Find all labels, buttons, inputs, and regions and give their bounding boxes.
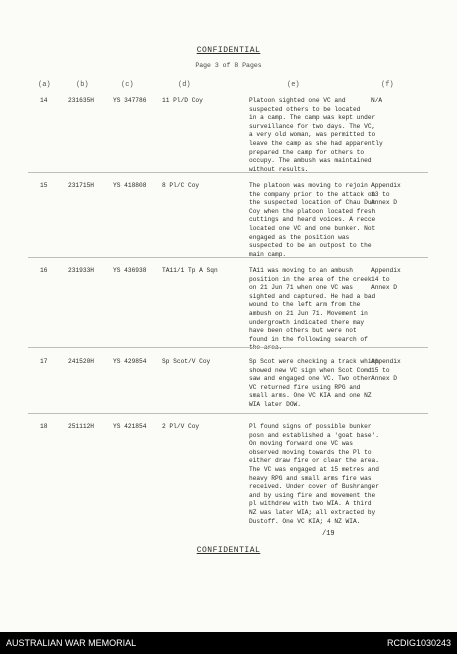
entry-narrative	[249, 423, 379, 526]
narrative-line: posn and established a 'goat base'.	[249, 431, 379, 439]
narrative-line: engaged as the position was	[249, 233, 350, 241]
entry-serial: 15	[40, 182, 48, 189]
narrative-line: main camp.	[249, 250, 287, 258]
narrative-line: Platoon sighted one VC and	[249, 97, 346, 104]
narrative-line: small arms. One VC KIA and one NZ	[249, 392, 372, 400]
narrative-line: leave the camp as she had apparently	[249, 139, 383, 147]
remarks-line: 13 to	[371, 190, 390, 198]
remarks-line: Appendix	[371, 182, 401, 189]
narrative-line: position in the area of the creek	[249, 275, 372, 283]
narrative-line: located one VC and one bunker. Not	[249, 224, 376, 232]
narrative-line: the suspected location of Chau Duc	[249, 199, 376, 207]
narrative-line: the area.	[249, 344, 283, 352]
entry-serial: 18	[40, 423, 48, 430]
narrative-line: a very old woman, was permitted to	[249, 131, 376, 139]
entry-grid-ref: YS 436938	[113, 267, 147, 274]
entry-remarks	[371, 358, 431, 384]
narrative-line: on 21 Jun 71 when one VC was	[249, 284, 353, 292]
narrative-line: Coy when the platoon located fresh	[249, 207, 376, 215]
entry-time: 241520H	[68, 358, 94, 365]
footer-institution: AUSTRALIAN WAR MEMORIAL	[6, 638, 137, 648]
remarks-line: Annex D	[371, 375, 397, 383]
entry-divider	[28, 347, 428, 348]
entry-serial: 16	[40, 267, 48, 274]
col-header-d: (d)	[178, 81, 191, 89]
entry-divider	[28, 413, 428, 414]
narrative-line: without results.	[249, 165, 309, 173]
narrative-line: the company prior to the attack on	[249, 190, 376, 198]
remarks-line: Appendix	[371, 267, 401, 274]
col-header-e: (e)	[287, 81, 300, 89]
footer-record-id: RCDIG1030243	[386, 638, 451, 648]
entry-unit: Sp Scot/V Coy	[162, 358, 211, 365]
entry-unit: 11 Pl/D Coy	[162, 97, 203, 104]
narrative-line: The VC was engaged at 15 metres and	[249, 465, 379, 473]
narrative-line: surveillance for two days. The VC,	[249, 122, 376, 130]
col-header-b: (b)	[76, 81, 89, 89]
narrative-line: WIA later DOW.	[249, 400, 301, 408]
narrative-line: cuttings and heard voices. A recce	[249, 216, 376, 224]
narrative-line: saw and engaged one VC. Two other	[249, 375, 372, 383]
entry-unit: TA11/1 Tp A Sqn	[162, 267, 218, 274]
narrative-line: undergrowth indicated there may	[249, 318, 365, 326]
narrative-line: TA11 was moving to an ambush	[249, 267, 353, 274]
narrative-line: showed new VC sign when Scot Comd	[249, 366, 372, 374]
archive-footer	[0, 632, 457, 654]
col-header-f: (f)	[381, 81, 394, 89]
narrative-line: either draw fire or clear the area.	[249, 457, 379, 465]
narrative-line: Sp Scot were checking a track which	[249, 358, 379, 365]
entry-grid-ref: YS 347786	[113, 97, 147, 104]
entry-unit: 8 Pl/C Coy	[162, 182, 200, 189]
narrative-line: prepared the camp for others to	[249, 148, 365, 156]
page-line: Page 3 of 8 Pages	[195, 62, 262, 69]
entry-divider	[28, 257, 428, 258]
entry-narrative	[249, 358, 379, 410]
remarks-line: N/A	[371, 97, 383, 104]
narrative-line: On moving forward one VC was	[249, 440, 353, 448]
narrative-line: received. Under cover of Bushranger	[249, 483, 379, 491]
entry-divider	[28, 172, 428, 173]
narrative-line: The platoon was moving to rejoin	[249, 182, 368, 189]
entry-narrative	[249, 267, 379, 353]
col-header-c: (c)	[121, 81, 134, 89]
entry-narrative	[249, 182, 379, 259]
remarks-line: 15 to	[371, 366, 390, 374]
classification-top: CONFIDENTIAL	[196, 46, 261, 55]
narrative-line: heavy RPG and small arms fire was	[249, 474, 372, 482]
narrative-line: VC returned fire using RPG and	[249, 383, 361, 391]
remarks-line: Appendix	[371, 358, 401, 365]
narrative-line: suspected others to be located	[249, 105, 361, 113]
entry-time: 231635H	[68, 97, 94, 104]
entry-grid-ref: YS 429854	[113, 358, 147, 365]
narrative-line: suspected to be an outpost to the	[249, 242, 372, 250]
narrative-line: have been others but were not	[249, 327, 357, 335]
entry-grid-ref: YS 418808	[113, 182, 147, 189]
narrative-line: Dustoff. One VC KIA; 4 NZ WIA.	[249, 517, 361, 525]
narrative-line: NZ was later WIA; all extracted by	[249, 508, 376, 516]
narrative-line: Pl found signs of possible bunker	[249, 423, 372, 430]
entry-grid-ref: YS 421854	[113, 423, 147, 430]
narrative-line: occupy. The ambush was maintained	[249, 157, 372, 165]
entry-time: 231715H	[68, 182, 94, 189]
narrative-line: pl withdrew with two WIA. A third	[249, 500, 372, 508]
entry-narrative	[249, 97, 383, 174]
entry-time: 231933H	[68, 267, 94, 274]
entry-remarks	[371, 97, 431, 106]
entry-remarks	[371, 267, 431, 293]
col-header-a: (a)	[38, 81, 51, 89]
narrative-line: wound to the left arm from the	[249, 301, 361, 309]
entry-serial: 17	[40, 358, 48, 365]
entry-serial: 14	[40, 97, 48, 104]
narrative-line: sighted and captured. He had a bad	[249, 292, 376, 300]
narrative-line: in a camp. The camp was kept under	[249, 114, 376, 122]
remarks-line: 14 to	[371, 275, 390, 283]
narrative-line: found in the following search of	[249, 335, 368, 343]
remarks-line: Annex D	[371, 284, 397, 292]
narrative-line: ambush on 21 Jun 71. Movement in	[249, 309, 368, 317]
entry-unit: 2 Pl/V Coy	[162, 423, 200, 430]
remarks-line: Annex D	[371, 199, 397, 207]
narrative-line: observed moving towards the Pl to	[249, 448, 372, 456]
entry-remarks	[371, 182, 431, 208]
narrative-line: and by using fire and movement the	[249, 491, 376, 499]
classification-bottom: CONFIDENTIAL	[196, 546, 261, 555]
folio-number: /19	[322, 530, 335, 538]
entry-time: 251112H	[68, 423, 94, 430]
